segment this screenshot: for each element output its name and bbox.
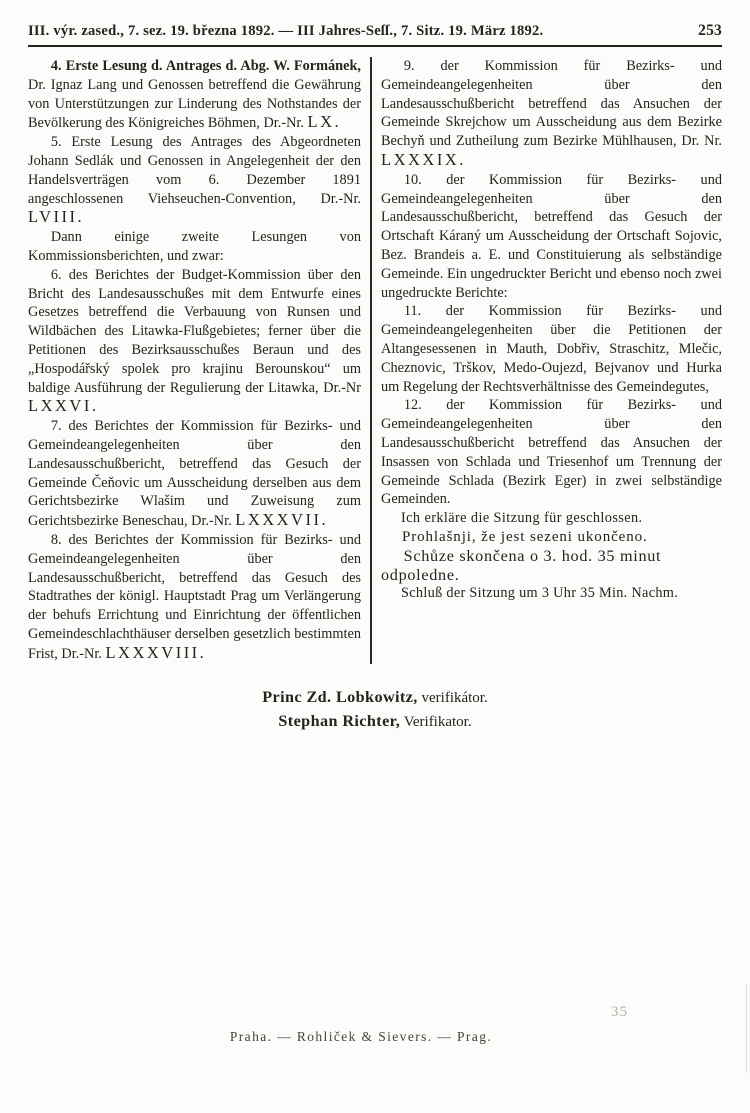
right-column — [372, 57, 722, 664]
agenda-item-5-text: 5. Erste Lesung des Antrages des Abgeordneten Johann Sedlák und Genossen in Angelegenheit der den Handelsverträgen vom 6. Dezember 1891 angeschlossenen Viehseuchen-Convention, Dr.-Nr. — [28, 134, 361, 207]
header-page-number: 253 — [698, 22, 722, 39]
agenda-item-4-lead: 4. Erste Lesung d. Antrages d. Abg. W. Formánek, — [50, 58, 361, 74]
left-column — [28, 57, 370, 664]
signature-line-1 — [0, 686, 750, 710]
agenda-item-10-text: 10. der Kommission für Bezirks- und Gemeindeangelegenheiten über den Landesausschußbericht, betreffend das Gesuch der Ortschaft Káraný um Ausscheidung der Ortschaft Sojovic, Bez. Brandeis a. E. und Constituierung als selbständige Gemeinde. Ein ungedruckter Bericht und ebenso noch zwei ungedruckte Berichte: — [381, 171, 722, 301]
agenda-item-5 — [28, 133, 361, 228]
agenda-item-6-docnumber: LXXVI. — [28, 396, 99, 416]
agenda-item-10 — [381, 171, 722, 303]
page-header — [28, 22, 722, 47]
agenda-intro-text: Dann einige zweite Lesungen von Kommissionsberichten, und zwar: — [28, 229, 361, 264]
header-session-title: III. výr. zased., 7. sez. 19. března 1892. — III Jahres-Seſſ., 7. Sitz. 19. März 1892. — [28, 23, 544, 39]
agenda-intro — [28, 228, 361, 266]
closing-time-german: Schluß der Sitzung um 3 Uhr 35 Min. Nachm. — [401, 585, 679, 602]
agenda-item-4-text: Dr. Ignaz Lang und Genossen betreffend die Gewährung von Unterstützungen zur Linderung des Nothstandes der Bevölkerung des Königreiches Böhmen, Dr.-Nr. — [28, 76, 361, 132]
agenda-item-9-docnumber: LXXXIX. — [381, 149, 466, 169]
agenda-item-9-text: 9. der Kommission für Bezirks- und Gemeindeangelegenheiten über den Landesausschußbericht betreffend das Ansuchen der Gemeinde Skrejchow um Ausscheidung aus dem Bezirke Bechyň und Zutheilung zum Bezirke Mühlhausen, Dr. Nr. — [381, 58, 722, 150]
agenda-item-4 — [28, 57, 361, 133]
agenda-item-12 — [381, 396, 722, 509]
signature-line-2 — [0, 710, 750, 734]
agenda-item-4-docnumber: LX. — [307, 112, 342, 132]
agenda-item-7-text: 7. des Berichtes der Kommission für Bezirks- und Gemeindeangelegenheiten über den Landesausschußbericht, betreffend das Gesuch der Gemeinde Čeňovic um Ausscheidung derselben aus dem Gerichtsbezirke Wlašim und Zuweisung zum Gerichtsbezirke Beneschau, Dr.-Nr. — [28, 418, 361, 530]
agenda-item-11-text: 11. der Kommission für Bezirks- und Gemeindeangelegenheiten über die Petitionen der Altangesessenen in Mauth, Dobřiv, Straschitz, Mlečic, Cheznovic, Trškov, Medo-Oujezd, Bejvanov und Hurka um Regelung der Rechtsverhältnisse des Gemeindegutes, — [381, 303, 722, 395]
agenda-item-8-text: 8. des Berichtes der Kommission für Bezirks- und Gemeindeangelegenheiten über den Landesausschußbericht, betreffend das Gesuch des Stadtrathes der königl. Hauptstadt Prag um Verlängerung der behufs Errichtung und Einrichtung der öffentlichen Gemeindeschlachthäuser derselben gesetzlich bestimmten Frist, Dr.-Nr. — [28, 531, 361, 662]
agenda-item-11 — [381, 302, 722, 396]
closing-statement-czech: Prohlašnji, že jest sezeni ukončeno. — [402, 528, 648, 545]
signature-1-title: verifikátor. — [417, 689, 488, 706]
agenda-item-7 — [28, 417, 361, 531]
agenda-item-8 — [28, 531, 361, 664]
signature-2-name: Stephan Richter, — [278, 711, 401, 730]
closing-time-czech: Schůze skončena o 3. hod. 35 minut odpoledne. — [381, 546, 662, 584]
signature-block — [0, 686, 750, 734]
agenda-item-7-docnumber: LXXXVII. — [235, 510, 329, 530]
agenda-item-5-docnumber: LVIII. — [28, 207, 85, 227]
signature-1-name: Princ Zd. Lobkowitz, — [262, 687, 418, 706]
sheet-number-marker: 35 — [611, 1004, 628, 1020]
agenda-item-12-text: 12. der Kommission für Bezirks- und Gemeindeangelegenheiten über den Landesausschußbericht betreffend das Ansuchen der Insassen von Schlada und Triesenhof um Trennung der Gemeinde Schlada (Bezirk Eger) in zwei selbständige Gemeinden. — [381, 397, 722, 508]
printer-imprint: Praha. — Rohliček & Sievers. — Prag. — [229, 1029, 493, 1044]
agenda-item-9 — [381, 57, 722, 171]
agenda-item-8-docnumber: LXXXVIII. — [105, 642, 207, 662]
text-columns — [28, 57, 722, 664]
scan-artifact-line — [746, 985, 747, 1073]
signature-2-title: Verifikator. — [400, 713, 472, 730]
agenda-item-6-text: 6. des Berichtes der Budget-Kommission über den Bricht des Landesausschußes mit dem Entwurfe eines Gesetzes betreffend die Verbauung von Runsen und Wildbächen des Litawka-Flußgebietes; ferner über die Petitionen des Bezirksausschußes Beraun und des „Hospodářský spolek pro krajinu Berounskou“ um baldige Ausführung der Regulierung der Litawka, Dr.-Nr — [28, 266, 361, 396]
closing-statement-german: Ich erkläre die Sitzung für geschlossen. — [401, 510, 643, 527]
agenda-item-6 — [28, 266, 361, 417]
